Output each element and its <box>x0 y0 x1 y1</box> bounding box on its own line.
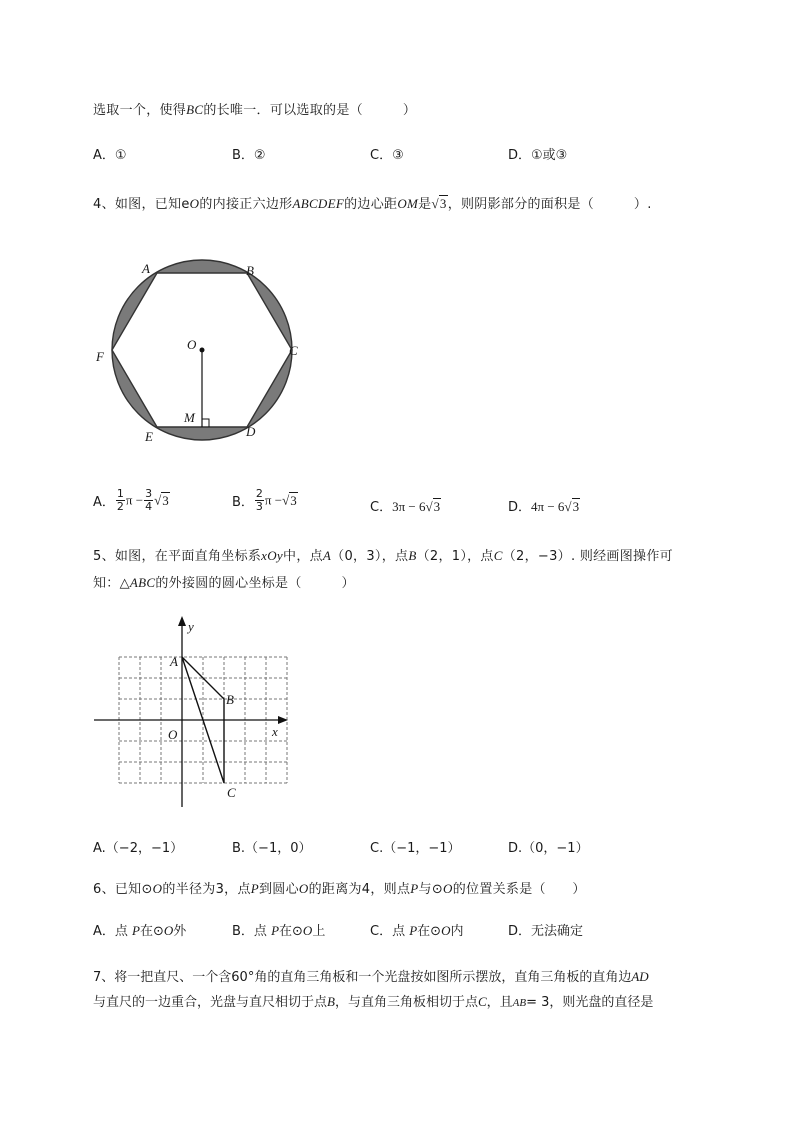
label-y: y <box>188 619 194 634</box>
label-a: A <box>170 654 178 669</box>
q6-option-d[interactable]: D．无法确定 <box>508 924 584 939</box>
q3-text-end: 的长唯一．可以选取的是（ ） <box>203 103 417 118</box>
label-o: O <box>187 337 197 352</box>
label-b: B <box>246 263 254 278</box>
q7-stem-line1: 7、将一把直尺、一个含60°角的直角三角板和一个光盘按如图所示摆放，直角三角板的直角边AD <box>93 969 649 985</box>
q3-text: 选取一个，使得 <box>93 103 187 118</box>
q4-option-d[interactable]: D．4π − 6√3 <box>508 499 580 515</box>
q5-option-c[interactable]: C.（−1，−1） <box>370 841 461 856</box>
q5-stem-line2: 知：△ABC的外接圆的圆心坐标是（ ） <box>93 575 355 591</box>
q6-option-c[interactable]: C．点 P在⊙O内 <box>370 923 464 939</box>
label-c: C <box>227 785 236 800</box>
q3-option-a[interactable]: A．① <box>93 148 127 163</box>
hexagon-figure <box>88 255 318 450</box>
label-b: B <box>226 692 234 707</box>
q4-option-c[interactable]: C．3π − 6√3 <box>370 499 441 515</box>
label-f: F <box>96 349 104 364</box>
label-a: A <box>142 261 150 276</box>
label-e: E <box>145 429 153 444</box>
q5-stem-line1: 5、如图，在平面直角坐标系xOy中，点A（0，3），点B（2，1），点C（2，−3）. 则经画图操作可 <box>93 548 673 564</box>
q5-option-d[interactable]: D.（0，−1） <box>508 841 589 856</box>
label-c: C <box>289 343 298 358</box>
y-axis-arrow <box>178 616 186 626</box>
q5-option-a[interactable]: A.（−2，−1） <box>93 841 184 856</box>
q6-stem: 6、已知⊙O的半径为3，点P到圆心O的距离为4，则点P与⊙O的位置关系是（ ） <box>93 881 586 897</box>
q4-option-b[interactable]: B． $\frac{2}{3}$ π −√3 <box>232 487 297 513</box>
shaded-segment-de <box>157 427 247 450</box>
q6-option-b[interactable]: B．点 P在⊙O上 <box>232 923 326 939</box>
label-d: D <box>246 424 256 439</box>
q3-option-c[interactable]: C．③ <box>370 148 404 163</box>
label-o: O <box>168 727 178 742</box>
label-x: x <box>272 724 278 739</box>
q4-option-a[interactable]: A． $\frac{1}{2}$ π − $\frac{3}{4}$ √3 <box>93 487 169 513</box>
shaded-segment-ab <box>157 255 247 273</box>
q3-option-d[interactable]: D．①或③ <box>508 148 568 163</box>
q3-option-b[interactable]: B．② <box>232 148 266 163</box>
q3-tail-line <box>93 99 416 118</box>
q3-var-bc: BC <box>186 102 204 117</box>
coordinate-figure <box>90 612 300 812</box>
q7-stem-line2: 与直尺的一边重合，光盘与直尺相切于点B，与直角三角板相切于点C，且AB= 3，则光盘的直径是 <box>93 994 654 1010</box>
center-dot <box>200 348 205 353</box>
q5-option-b[interactable]: B.（−1，0） <box>232 841 312 856</box>
label-m: M <box>184 410 195 425</box>
q4-stem: 4、如图，已知eO的内接正六边形ABCDEF的边心距OM是√3，则阴影部分的面积是（ ）. <box>93 196 652 212</box>
q6-option-a[interactable]: A．点 P在⊙O外 <box>93 923 187 939</box>
